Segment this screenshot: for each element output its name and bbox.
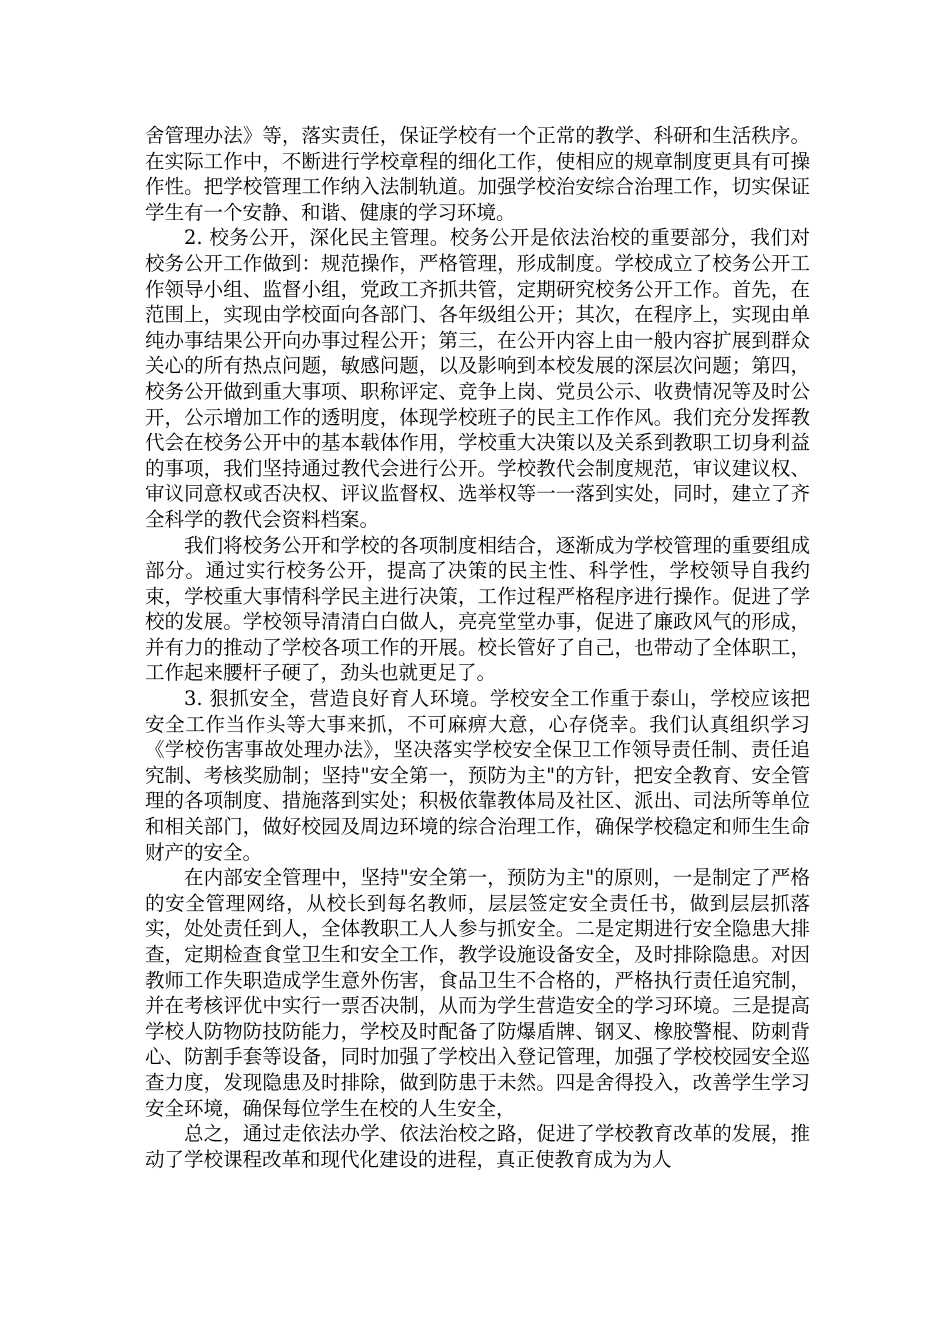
- paragraph-safety: 3. 狠抓安全，营造良好育人环境。学校安全工作重于泰山，学校应该把安全工作当作头等大事来抓，不可麻痹大意，心存侥幸。我们认真组织学习《学校伤害事故处理办法》，坚决落实学校安全保卫工作领导责任制、责任追究制、考核奖励制；坚持"安全第一，预防为主"的方针，把安全教育、安全管理的各项制度、措施落到实处；积极依靠教体局及社区、派出、司法所等单位和相关部门，做好校园及周边环境的综合治理工作，确保学校稳定和师生生命财产的安全。: [145, 687, 810, 864]
- document-page: [145, 123, 810, 1172]
- paragraph-school-affairs-openness: 2. 校务公开，深化民主管理。校务公开是依法治校的重要部分，我们对校务公开工作做到：规范操作，严格管理，形成制度。学校成立了校务公开工作领导小组、监督小组，党政工齐抓共管，定期研究校务公开工作。首先，在范围上，实现由学校面向各部门、各年级组公开；其次，在程序上，实现由单纯办事结果公开向办事过程公开；第三，在公开内容上由一般内容扩展到群众关心的所有热点问题，敏感问题，以及影响到本校发展的深层次问题；第四，校务公开做到重大事项、职称评定、竞争上岗、党员公示、收费情况等及时公开，公示增加工作的透明度，体现学校班子的民主工作作风。我们充分发挥教代会在校务公开中的基本载体作用，学校重大决策以及关系到教职工切身利益的事项，我们坚持通过教代会进行公开。学校教代会制度规范，审议建议权、审议同意权或否决权、评议监督权、选举权等一一落到实处，同时，建立了齐全科学的教代会资料档案。: [145, 226, 810, 531]
- paragraph-openness-results: 我们将校务公开和学校的各项制度相结合，逐渐成为学校管理的重要组成部分。通过实行校务公开，提高了决策的民主性、科学性，学校领导自我约束，学校重大事情科学民主进行决策，工作过程严格程序进行操作。促进了学校的发展。学校领导清清白白做人，亮亮堂堂办事，促进了廉政风气的形成，并有力的推动了学校各项工作的开展。校长管好了自己，也带动了全体职工，工作起来腰杆子硬了，劲头也就更足了。: [145, 533, 810, 685]
- paragraph-summary: 总之，通过走依法办学、依法治校之路，促进了学校教育改革的发展，推动了学校课程改革和现代化建设的进程，真正使教育成为为人: [145, 1122, 810, 1171]
- paragraph-continuation: 舍管理办法》等，落实责任，保证学校有一个正常的教学、科研和生活秩序。在实际工作中，不断进行学校章程的细化工作，使相应的规章制度更具有可操作性。把学校管理工作纳入法制轨道。加强学校治安综合治理工作，切实保证学生有一个安静、和谐、健康的学习环境。: [145, 124, 810, 224]
- paragraph-internal-safety: 在内部安全管理中，坚持"安全第一，预防为主"的原则，一是制定了严格的安全管理网络，从校长到每名教师，层层签定安全责任书，做到层层抓落实，处处责任到人，全体教职工人人参与抓安全。二是定期进行安全隐患大排查，定期检查食堂卫生和安全工作，教学设施设备安全，及时排除隐患。对因教师工作失职造成学生意外伤害，食品卫生不合格的，严格执行责任追究制，并在考核评优中实行一票否决制，从而为学生营造安全的学习环境。三是提高学校人防物防技防能力，学校及时配备了防爆盾牌、钢叉、橡胶警棍、防刺背心、防割手套等设备，同时加强了学校出入登记管理，加强了学校校园安全巡查力度，发现隐患及时排除，做到防患于未然。四是舍得投入，改善学生学习安全环境，确保每位学生在校的人生安全，: [145, 866, 810, 1120]
